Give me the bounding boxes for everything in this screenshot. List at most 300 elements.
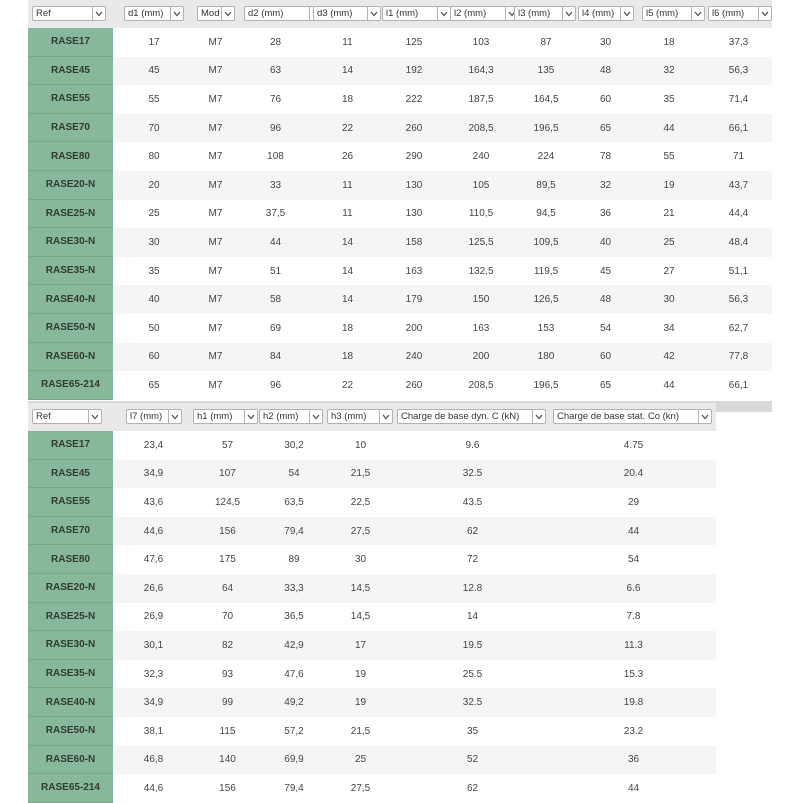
table-cell: 69,9 <box>284 754 304 766</box>
column-filter-label: Charge de base dyn. C (kN) <box>401 411 520 422</box>
table-row <box>28 746 716 775</box>
column-filter-label: d3 (mm) <box>317 8 353 19</box>
table-cell: 57,2 <box>284 725 304 737</box>
table-body <box>28 28 772 400</box>
column-filter-label: l4 (mm) <box>582 8 615 19</box>
column-filter-label: h3 (mm) <box>331 411 367 422</box>
table-row <box>28 371 772 400</box>
table-cell: 20 <box>148 179 160 191</box>
table-cell: 6.6 <box>626 582 641 594</box>
column-filter-label: l5 (mm) <box>646 8 679 19</box>
table-cell: 35 <box>148 265 160 277</box>
table-cell: 125 <box>405 36 423 48</box>
table-cell: 26 <box>341 151 354 163</box>
table-cell: 62,7 <box>728 322 749 334</box>
table-row <box>28 285 772 314</box>
table-cell: 70 <box>148 122 160 134</box>
table-cell: 32,3 <box>143 668 164 680</box>
table-cell: 32.5 <box>462 468 483 480</box>
table-cell: 14,5 <box>350 611 371 623</box>
table-cell: 37,5 <box>265 208 286 220</box>
table-cell: 156 <box>219 782 236 794</box>
table-cell: 55 <box>148 93 160 105</box>
table-row <box>28 660 716 689</box>
table-cell: 51 <box>269 265 282 277</box>
chevron-down-icon[interactable] <box>691 7 704 20</box>
table-row <box>28 631 716 660</box>
table-cell: 21 <box>663 208 675 220</box>
table-cell: 12.8 <box>462 582 483 594</box>
table-cell: 25 <box>663 236 675 248</box>
chevron-down-icon[interactable] <box>309 410 322 423</box>
column-filter-select[interactable] <box>382 6 451 21</box>
table-cell: 96 <box>269 379 282 391</box>
table-cell: 44 <box>627 525 640 537</box>
table-cell: 17 <box>148 36 160 48</box>
table-cell: 37,3 <box>728 36 749 48</box>
table-cell: 45 <box>148 65 160 77</box>
table-cell: 196,5 <box>533 379 559 391</box>
table-cell: 44 <box>269 236 282 248</box>
table-cell: 240 <box>472 151 490 163</box>
ref-cell: RASE55 <box>28 488 113 517</box>
table-row <box>28 517 716 546</box>
table-cell: 60 <box>148 351 160 363</box>
column-filter-label: Charge de base stat. Co (kn) <box>557 411 679 422</box>
table-row <box>28 114 772 143</box>
table-cell: 29 <box>627 496 640 508</box>
table-cell: 36,5 <box>284 611 304 623</box>
table-cell: 27 <box>663 265 675 277</box>
table-cell: 10 <box>354 439 367 451</box>
column-filter-select[interactable] <box>313 6 381 21</box>
column-filter-label: h1 (mm) <box>197 411 233 422</box>
column-filter-select[interactable] <box>259 409 323 424</box>
table-cell: 150 <box>472 294 490 306</box>
table-row <box>28 774 716 803</box>
table-cell: M7 <box>208 265 223 277</box>
table-cell: 208,5 <box>468 122 494 134</box>
table-cell: M7 <box>208 208 223 220</box>
table-cell: 30 <box>148 236 160 248</box>
chevron-down-icon[interactable] <box>168 410 181 423</box>
chevron-down-icon[interactable] <box>532 410 545 423</box>
table-row <box>28 228 772 257</box>
table-cell: 33 <box>269 179 282 191</box>
table-cell: 89 <box>288 554 300 566</box>
table-cell: 18 <box>341 351 354 363</box>
table-cell: 30 <box>663 294 675 306</box>
table-cell: 54 <box>599 322 612 334</box>
table-cell: M7 <box>208 151 223 163</box>
table-cell: 66,1 <box>728 122 749 134</box>
table-cell: 79,4 <box>284 782 304 794</box>
table-cell: 124,5 <box>214 496 241 508</box>
table-cell: 222 <box>405 93 423 105</box>
table-cell: 65 <box>599 379 612 391</box>
chevron-down-icon[interactable] <box>367 7 380 20</box>
ref-cell: RASE60-N <box>28 343 113 372</box>
table-row <box>28 460 716 489</box>
table-cell: M7 <box>208 65 223 77</box>
table-cell: 96 <box>269 122 282 134</box>
table-row <box>28 343 772 372</box>
load-table <box>28 403 716 803</box>
table-cell: 60 <box>599 93 612 105</box>
table-cell: 36 <box>599 208 612 220</box>
column-filter-select[interactable] <box>124 6 184 21</box>
table-row <box>28 545 716 574</box>
column-filter-label: l6 (mm) <box>712 8 745 19</box>
table-cell: 76 <box>269 93 282 105</box>
table-cell: 40 <box>599 236 612 248</box>
table-cell: 179 <box>405 294 423 306</box>
table-cell: 42 <box>663 351 675 363</box>
table-cell: 105 <box>472 179 490 191</box>
table-cell: 42,9 <box>284 639 304 651</box>
dimensions-table <box>28 0 772 400</box>
column-filter-select[interactable] <box>553 409 712 424</box>
table-cell: 43.5 <box>462 496 483 508</box>
table-cell: 14,5 <box>350 582 371 594</box>
table-cell: 110,5 <box>468 208 494 220</box>
table-cell: 260 <box>405 379 423 391</box>
table-cell: 44 <box>663 379 675 391</box>
column-filter-select[interactable] <box>578 6 634 21</box>
table-cell: 14 <box>341 294 354 306</box>
table-cell: 55 <box>663 151 675 163</box>
chevron-down-icon[interactable] <box>437 7 450 20</box>
table-cell: 64 <box>221 582 234 594</box>
table-cell: 7.8 <box>626 611 641 623</box>
table-cell: 196,5 <box>533 122 559 134</box>
table-cell: 89,5 <box>536 179 556 191</box>
table-cell: 130 <box>405 208 423 220</box>
table-cell: 11 <box>342 36 353 48</box>
column-filter-label: Ref <box>36 411 51 422</box>
table-cell: 19.8 <box>623 697 644 709</box>
table-cell: 18 <box>341 93 354 105</box>
table-cell: 60 <box>599 351 612 363</box>
table-cell: 180 <box>537 351 555 363</box>
table-cell: 62 <box>466 782 479 794</box>
table-cell: 35 <box>466 725 479 737</box>
table-cell: 153 <box>537 322 555 334</box>
table-cell: 66,1 <box>728 379 749 391</box>
table-row <box>28 200 772 229</box>
ref-cell: RASE17 <box>28 431 113 460</box>
ref-cell: RASE35-N <box>28 257 113 286</box>
table-cell: 34,9 <box>143 697 164 709</box>
table-cell: 57 <box>221 439 234 451</box>
table-cell: 30,1 <box>143 639 164 651</box>
table-cell: 65 <box>148 379 160 391</box>
table-cell: 27,5 <box>350 782 371 794</box>
table-row <box>28 717 716 746</box>
table-cell: 48 <box>599 294 612 306</box>
ref-cell: RASE55 <box>28 85 113 114</box>
ref-cell: RASE65-214 <box>28 774 113 803</box>
table-cell: 38,1 <box>143 725 164 737</box>
table-row <box>28 257 772 286</box>
table-cell: 49,2 <box>284 697 304 709</box>
column-filter-select[interactable] <box>197 6 235 21</box>
column-filter-select[interactable] <box>244 6 323 21</box>
table-cell: 30,2 <box>284 439 304 451</box>
column-filter-select[interactable] <box>642 6 705 21</box>
table-cell: 158 <box>405 236 423 248</box>
table-cell: 260 <box>405 122 423 134</box>
table-cell: 126,5 <box>533 294 559 306</box>
table-cell: 54 <box>288 468 300 480</box>
table-cell: 240 <box>405 351 423 363</box>
column-filter-label: l2 (mm) <box>454 8 487 19</box>
table-cell: M7 <box>208 294 223 306</box>
table-body <box>28 431 716 803</box>
table-cell: 25 <box>354 754 367 766</box>
table-cell: 84 <box>269 351 282 363</box>
ref-cell: RASE17 <box>28 28 113 57</box>
table-cell: 175 <box>219 554 236 566</box>
table-cell: 18 <box>341 322 354 334</box>
column-filter-label: l7 (mm) <box>130 411 163 422</box>
table-cell: 34,9 <box>143 468 164 480</box>
table-row <box>28 142 772 171</box>
table-cell: 71 <box>732 151 745 163</box>
column-filter-select[interactable] <box>327 409 393 424</box>
chevron-down-icon[interactable] <box>221 7 234 20</box>
table-cell: 115 <box>219 725 236 737</box>
column-filter-select[interactable] <box>397 409 546 424</box>
table-cell: 34 <box>663 322 675 334</box>
table-cell: 87 <box>540 36 552 48</box>
table-cell: 25 <box>148 208 160 220</box>
table-cell: 19 <box>354 697 367 709</box>
table-cell: 164,3 <box>468 65 494 77</box>
ref-cell: RASE70 <box>28 114 113 143</box>
table-cell: 19 <box>354 668 367 680</box>
table-cell: M7 <box>208 36 223 48</box>
table-cell: 65 <box>599 122 612 134</box>
chevron-down-icon[interactable] <box>698 410 711 423</box>
table-row <box>28 488 716 517</box>
table-cell: 4.75 <box>623 439 644 451</box>
column-filter-label: d1 (mm) <box>128 8 164 19</box>
table-cell: 14 <box>341 236 354 248</box>
table-cell: 56,3 <box>728 65 749 77</box>
table-cell: 54 <box>627 554 640 566</box>
table-cell: 21,5 <box>350 725 371 737</box>
ref-cell: RASE30-N <box>28 228 113 257</box>
table-cell: 72 <box>466 554 479 566</box>
table-cell: 70 <box>221 611 234 623</box>
table-cell: 20.4 <box>623 468 644 480</box>
table-cell: 208,5 <box>468 379 494 391</box>
column-filter-select[interactable] <box>32 409 102 424</box>
table-cell: 43,7 <box>728 179 749 191</box>
table-cell: 33,3 <box>284 582 304 594</box>
table-cell: M7 <box>208 322 223 334</box>
table-cell: 130 <box>405 179 423 191</box>
table-cell: 17 <box>354 639 367 651</box>
table-cell: M7 <box>208 122 223 134</box>
table-cell: 224 <box>537 151 555 163</box>
table-row <box>28 431 716 460</box>
table-cell: 32 <box>663 65 675 77</box>
table-cell: 14 <box>341 265 354 277</box>
table-cell: 14 <box>341 65 354 77</box>
table-header <box>28 0 772 28</box>
table-cell: 23.2 <box>623 725 644 737</box>
table-cell: 71,4 <box>728 93 749 105</box>
table-cell: 44 <box>663 122 675 134</box>
column-filter-select[interactable] <box>126 409 182 424</box>
table-cell: 103 <box>472 36 490 48</box>
table-cell: 164,5 <box>533 93 559 105</box>
table-cell: 28 <box>269 36 282 48</box>
table-cell: 44,4 <box>728 208 749 220</box>
table-cell: 119,5 <box>533 265 559 277</box>
table-cell: M7 <box>208 379 223 391</box>
table-cell: 156 <box>219 525 236 537</box>
table-cell: 50 <box>148 322 160 334</box>
table-cell: 19.5 <box>462 639 483 651</box>
column-filter-label: h2 (mm) <box>263 411 299 422</box>
column-filter-label: d2 (mm) <box>248 8 284 19</box>
table-row <box>28 574 716 603</box>
table-cell: 78 <box>599 151 612 163</box>
table-cell: 56,3 <box>728 294 749 306</box>
table-cell: 52 <box>466 754 479 766</box>
table-cell: 94,5 <box>536 208 556 220</box>
table-cell: 58 <box>269 294 282 306</box>
table-cell: 80 <box>148 151 160 163</box>
table-cell: 62 <box>466 525 479 537</box>
table-cell: 192 <box>405 65 423 77</box>
ref-cell: RASE30-N <box>28 631 113 660</box>
table-cell: 43,6 <box>143 496 164 508</box>
ref-cell: RASE40-N <box>28 285 113 314</box>
table-cell: 26,9 <box>143 611 164 623</box>
table-cell: 63 <box>269 65 282 77</box>
table-cell: 93 <box>221 668 234 680</box>
chevron-down-icon[interactable] <box>379 410 392 423</box>
table-cell: 163 <box>472 322 490 334</box>
table-header <box>28 403 716 431</box>
table-cell: 40 <box>148 294 160 306</box>
ref-cell: RASE45 <box>28 460 113 489</box>
table-cell: 125,5 <box>468 236 494 248</box>
table-cell: M7 <box>208 93 223 105</box>
chevron-down-icon[interactable] <box>758 7 771 20</box>
table-cell: 11 <box>342 208 353 220</box>
column-filter-select[interactable] <box>193 409 258 424</box>
ref-cell: RASE50-N <box>28 314 113 343</box>
table-cell: 19 <box>663 179 675 191</box>
table-cell: 9.6 <box>465 439 480 451</box>
table-cell: 48,4 <box>728 236 749 248</box>
column-filter-label: Mod <box>201 8 219 19</box>
table-cell: 44,6 <box>143 782 164 794</box>
table-cell: 25.5 <box>462 668 483 680</box>
table-cell: 11 <box>342 179 353 191</box>
ref-cell: RASE45 <box>28 57 113 86</box>
column-filter-label: l1 (mm) <box>386 8 419 19</box>
column-filter-label: Ref <box>36 8 51 19</box>
table-cell: 35 <box>663 93 675 105</box>
column-filter-select[interactable] <box>708 6 772 21</box>
table-row <box>28 603 716 632</box>
table-cell: 51,1 <box>728 265 749 277</box>
column-filter-select[interactable] <box>450 6 519 21</box>
chevron-down-icon[interactable] <box>170 7 183 20</box>
table-cell: 44 <box>627 782 640 794</box>
ref-cell: RASE20-N <box>28 574 113 603</box>
table-row <box>28 57 772 86</box>
table-cell: 15.3 <box>623 668 644 680</box>
column-filter-select[interactable] <box>32 6 106 21</box>
table-cell: 109,5 <box>533 236 559 248</box>
table-cell: 132,5 <box>468 265 494 277</box>
table-cell: 108 <box>267 151 284 163</box>
table-cell: 187,5 <box>468 93 494 105</box>
table-cell: 30 <box>354 554 367 566</box>
ref-cell: RASE70 <box>28 517 113 546</box>
column-filter-select[interactable] <box>514 6 576 21</box>
table-cell: 44,6 <box>143 525 164 537</box>
table-row <box>28 85 772 114</box>
ref-cell: RASE20-N <box>28 171 113 200</box>
table-cell: 11.3 <box>624 639 643 651</box>
table-cell: 32.5 <box>462 697 483 709</box>
table-cell: 22 <box>341 379 354 391</box>
column-filter-label: l3 (mm) <box>518 8 551 19</box>
table-cell: 22,5 <box>350 496 371 508</box>
chevron-down-icon[interactable] <box>92 7 105 20</box>
table-cell: M7 <box>208 351 223 363</box>
table-cell: 107 <box>219 468 236 480</box>
ref-cell: RASE25-N <box>28 603 113 632</box>
ref-cell: RASE60-N <box>28 746 113 775</box>
table-cell: 135 <box>537 65 555 77</box>
ref-cell: RASE80 <box>28 142 113 171</box>
table-cell: 23,4 <box>143 439 164 451</box>
table-cell: 163 <box>405 265 423 277</box>
table-row <box>28 688 716 717</box>
ref-cell: RASE65-214 <box>28 371 113 400</box>
table-cell: 140 <box>219 754 236 766</box>
table-row <box>28 171 772 200</box>
table-cell: M7 <box>208 179 223 191</box>
table-cell: 26,6 <box>143 582 164 594</box>
chevron-down-icon[interactable] <box>562 7 575 20</box>
table-cell: 32 <box>599 179 612 191</box>
table-cell: 27,5 <box>350 525 371 537</box>
chevron-down-icon[interactable] <box>88 410 101 423</box>
ref-cell: RASE40-N <box>28 688 113 717</box>
table-cell: 69 <box>269 322 282 334</box>
ref-cell: RASE25-N <box>28 200 113 229</box>
table-cell: 200 <box>405 322 423 334</box>
table-cell: 47,6 <box>143 554 164 566</box>
chevron-down-icon[interactable] <box>620 7 633 20</box>
ref-cell: RASE80 <box>28 545 113 574</box>
table-cell: 14 <box>466 611 479 623</box>
table-cell: 200 <box>472 351 490 363</box>
chevron-down-icon[interactable] <box>244 410 257 423</box>
table-row <box>28 314 772 343</box>
table-cell: 63,5 <box>284 496 304 508</box>
